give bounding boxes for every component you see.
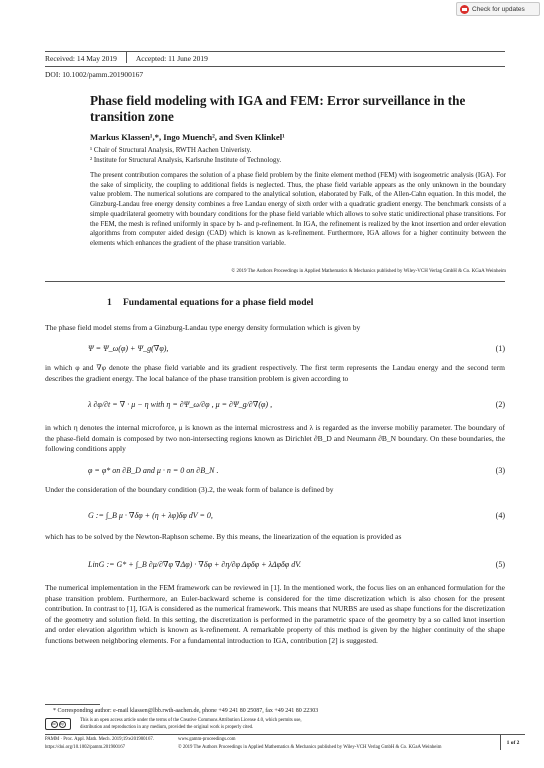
license-line-2: distribution and reproduction in any medium, provided the original work is properly cited. — [80, 725, 254, 730]
equation-4-number: (4) — [495, 510, 505, 520]
doi[interactable]: DOI: 10.1002/pamm.201900167 — [45, 70, 144, 79]
equation-5 — [45, 553, 505, 575]
cc-icon: cc — [52, 721, 56, 726]
affiliation-1: ¹ Chair of Structural Analysis, RWTH Aachen Univeristy. — [90, 146, 252, 154]
dates-row — [45, 54, 217, 63]
license-line-1: This is an open access article under the terms of the Creative Commons Attribution License 4.0, which permits use, — [80, 718, 302, 723]
equation-2-number: (2) — [495, 399, 505, 409]
equation-3-expression: φ = φ* on ∂B_D and μ · n = 0 on ∂B_N . — [88, 465, 219, 475]
abstract-copyright: © 2019 The Authors Proceedings in Applied Mathematics & Mechanics published by Wiley-VCH Verlag GmbH & Co. KGaA Weinheim — [231, 269, 506, 274]
page-indicator: 1 of 2 — [500, 735, 525, 750]
section-title: Fundamental equations for a phase field model — [123, 298, 314, 308]
footer-doi-url[interactable]: https://doi.org/10.1002/pamm.201900167 — [45, 745, 125, 750]
equation-1-expression: Ψ = Ψ_ω(φ) + Ψ_g(∇φ), — [88, 343, 169, 353]
check-for-updates-badge[interactable] — [456, 2, 540, 16]
section-heading — [107, 298, 313, 308]
article-title: Phase field modeling with IGA and FEM: Error surveillance in the transition zone — [90, 93, 466, 124]
equation-5-number: (5) — [495, 559, 505, 569]
paragraph-3: in which η denotes the internal microforce, μ is known as the internal microstress and λ is regarded as the inverse mobiliy parameter. The boundary of the phase-field domain is composed by two non-intersecting regions known as Dirichlet ∂B_D and Neumann ∂B_N boundary. On these boundaries, the following conditions apply — [45, 423, 505, 454]
by-icon: by — [60, 721, 64, 726]
abstract: The present contribution compares the solution of a phase field problem by the finite element method (FEM) with isogeometric analysis (IGA). For the sake of simplicity, the coupling to additional fields is neglected. Thus, the phase field variable appears as the only unknown in the boundary value problem. The numerical solutions are compared to the analytical solution, elaborated by Falk, of the Allen-Cahn equation. In this model, the Ginzburg-Landau free energy density combines a free Landau energy of sixth order with a quadratic gradient energy. The benchmark consists of a simple quadrilateral geometry with boundary conditions for the phase field variable which allows to solve static unidirectional phase transitions. For the FEM, the mesh is refined uniformly in space by h- and p-refinement. In IGA, the refinement is realized by the knot insertion and order elevation algorithms from computer aided design (CAD) which is known as k-refinement. Furthermore, IGA allows for a higher continuity between the elements which enhances the gradient of the phase transition variable. — [90, 171, 506, 247]
paragraph-2: in which φ and ∇φ denote the phase field variable and its gradient respectively. The first term represents the Landau energy and the second term describes the gradient energy. The local balance of the phase transition problem is given according to — [45, 363, 505, 383]
affiliation-2: ² Institute for Structural Analysis, Karlsruhe Institute of Technology. — [90, 156, 282, 164]
paragraph-5: which has to be solved by the Newton-Raphson scheme. By this means, the linearization of the equation is provided as — [45, 532, 402, 541]
paragraph-1: The phase field model stems from a Ginzburg-Landau type energy density formulation which is given by — [45, 323, 361, 332]
equation-3 — [45, 462, 505, 478]
footer-journal: PAMM · Proc. Appl. Math. Mech. 2019;19:e201900167. — [45, 737, 154, 742]
equation-4 — [45, 505, 505, 525]
abstract-rule — [45, 281, 505, 282]
header-rule-mid — [45, 66, 505, 67]
equation-4-expression: G := ∫_B μ · ∇δφ + (η + λφ̇)δφ dV = 0, — [88, 510, 213, 520]
section-number: 1 — [107, 298, 112, 308]
equation-5-expression: LinG := G* + ∫_B ∂μ/∂∇φ ∇Δφ) · ∇δφ + ∂η/∂φ Δφδφ + λΔφ̇δφ dV. — [88, 559, 302, 569]
paragraph-6: The numerical implementation in the FEM framework can be reviewed in [1]. In the mentioned work, the focus lies on an enhanced formulation for the phase transition problem. Furthermore, an Euler-backward scheme is considered for the time discretization which is also chosen for the present contribution. In contrast to [1], IGA is considered as the numerical framework. This means that NURBS are used as shape functions for the discretization of the geometry and solution field. In this setting, the discretization is performed in the parametric space of the geometry by a so called knot insertion and order elevation algorithm which is known as k-refinement. A remarkable property of this method is given by the higher continuity of the shape functions between neighboring elements. For a fundamental introduction to IGA, contribution [2] is suggested. — [45, 583, 505, 645]
equation-1 — [45, 340, 505, 356]
footer-copyright: © 2019 The Authors Proceedings in Applied Mathematics & Mechanics published by Wiley-VCH Verlag GmbH & Co. KGaA Weinheim — [178, 745, 442, 750]
header-rule-top — [45, 51, 505, 52]
footer-rule — [45, 734, 525, 735]
accepted-date: Accepted: 11 June 2019 — [135, 54, 208, 63]
check-for-updates-label: Check for updates — [472, 5, 525, 13]
footer-website[interactable]: www.gamm-proceedings.com — [178, 737, 236, 742]
footnote-rule — [45, 704, 100, 705]
dates-divider — [126, 52, 136, 63]
cc-by-badge[interactable] — [45, 718, 71, 730]
check-updates-icon — [460, 5, 469, 14]
corresponding-author-footnote: * Corresponding author: e-mail klassen@lbb.rwth-aachen.de, phone +49 241 80 25087, fax +49 241 80 22303 — [53, 708, 319, 714]
author-list: Markus Klassen¹,*, Ingo Muench², and Sven Klinkel¹ — [90, 132, 285, 142]
equation-2 — [45, 394, 505, 414]
received-date: Received: 14 May 2019 — [45, 54, 117, 63]
equation-1-number: (1) — [495, 343, 505, 353]
equation-3-number: (3) — [495, 465, 505, 475]
equation-2-expression: λ ∂φ/∂t = ∇ · μ − η with η = ∂Ψ_ω/∂φ , μ = ∂Ψ_g/∂∇(φ) , — [88, 399, 273, 409]
paragraph-4: Under the consideration of the boundary condition (3).2, the weak form of balance is defined by — [45, 485, 334, 494]
